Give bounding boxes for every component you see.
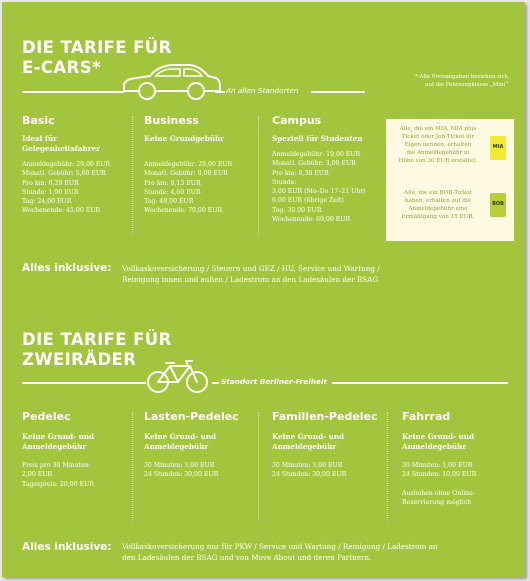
bikes-line-right — [332, 382, 508, 384]
ecars-line-mid — [215, 91, 225, 93]
column-divider — [132, 412, 133, 522]
column-title: Lasten-Pedelec — [144, 410, 239, 423]
bikes-line-mid — [212, 382, 219, 384]
column-prices: Anmeldegebühr: 29,00 EUR Monatl. Gebühr: 0,00 EUR Pro km: 0,13 EUR Stunde: 4,60 EUR Tag: 49,00 EUR Wochenende: 79,00 EUR — [144, 161, 233, 215]
tariff-column-campus — [272, 114, 382, 224]
column-divider — [258, 116, 259, 236]
column-title: Fahrrad — [402, 410, 451, 423]
ticket-discount-box — [386, 119, 514, 241]
column-title: Basic — [22, 114, 55, 127]
column-title: Familien-Pedelec — [272, 410, 378, 423]
column-prices: Preis pro 30 Minuten: 2,00 EUR Tagespreis: 20,00 EUR — [22, 462, 94, 488]
tariff-column-business — [144, 114, 254, 216]
column-title: Pedelec — [22, 410, 71, 423]
tariff-panel — [2, 2, 525, 577]
tariff-column-fahrrad — [402, 410, 512, 507]
column-divider — [132, 116, 133, 236]
column-subtitle: Keine Grund- und Anmeldegebühr — [272, 432, 345, 451]
column-prices: 30 Minuten: 1,00 EUR 24 Stunden: 10,00 EUR Ausleihen ohne Online- Reservierung möglich — [402, 462, 477, 507]
bikes-alles-inklusive-text: Vollkaskoversicherung nur für PKW / Service und Wartung / Reinigung / Ladestrom an den Ladesäulen der BSAG und von Move About und deren Partnern. — [122, 542, 438, 562]
column-prices: 30 Minuten: 3,00 EUR 24 Stunden: 30,00 EUR — [272, 462, 347, 479]
ecars-footnote: * Alle Preisangaben beziehen sich auf die Fahrzeugklasse „Mini“ — [415, 74, 508, 88]
ecars-alles-inklusive-label: Alles inklusive: — [22, 262, 112, 274]
column-prices: Anmeldegebühr: 29,00 EUR Monatl. Gebühr: 5,00 EUR Pro km: 0,29 EUR Stunde: 1,90 EUR Tag: 24,00 EUR Wochenende: 45,00 EUR — [22, 161, 111, 215]
column-subtitle: Ideal für Gelegenheitsfahrer — [22, 134, 100, 153]
tariff-column-familien-pedelec — [272, 410, 384, 480]
tariff-column-pedelec — [22, 410, 130, 489]
ecars-alles-inklusive-text: Vollkaskoversicherung / Steuern und GEZ / HU, Service und Wartung / Reinigung innen und außen / Ladestrom an den Ladesäulen der BSAG — [122, 264, 380, 284]
tariff-column-basic — [22, 114, 130, 216]
tariff-column-lasten-pedelec — [144, 410, 254, 480]
hint-paragraph-bob: Alle, die ein BOB-Ticket haben, erhalten auf die Anmeldegebühr eine Ermäßigung von 15 EUR. — [401, 190, 475, 221]
column-subtitle: Speziell für Studenten — [272, 134, 363, 143]
bob-ticket-card: BOB — [490, 193, 506, 217]
column-divider — [387, 412, 388, 522]
column-divider — [258, 412, 259, 522]
column-prices: 30 Minuten: 3,00 EUR 24 Stunden: 30,00 EUR — [144, 462, 219, 479]
ecars-title-line1: DIE TARIFE FÜR — [22, 38, 172, 57]
bikes-title-line1: DIE TARIFE FÜR — [22, 330, 172, 349]
column-subtitle: Keine Grund- und Anmeldegebühr — [144, 432, 217, 451]
column-title: Campus — [272, 114, 322, 127]
column-title: Business — [144, 114, 199, 127]
bikes-alles-inklusive-label: Alles inklusive: — [22, 541, 112, 553]
bikes-line-left — [22, 382, 146, 384]
hint-paragraph-mia: Alle, die ein MIA, MIA plus Ticket oder Job-Ticket ihr Eigen nennen, erhalten die Anmeldegebühr in Höhe von 30 EUR erstattet. — [398, 126, 478, 165]
bikes-location: Standort Berliner-Freiheit — [221, 377, 327, 386]
column-prices: Anmeldegebühr: 19,00 EUR Monatl. Gebühr: 3,00 EUR Pro km: 0,30 EUR Stunde: 3,00 EUR (Mo–Do 17–21 Uhr) 6,00 EUR (übrige Zeit) Tag: 39,00 EUR Wochenende: 69,00 EUR — [272, 151, 366, 224]
ecars-line-left — [22, 91, 124, 93]
column-subtitle: Keine Grund- und Anmeldegebühr — [22, 432, 95, 451]
ecars-line-right — [311, 91, 365, 93]
bikes-title-line2: ZWEIRÄDER — [22, 350, 137, 369]
bicycle-icon — [146, 360, 210, 396]
mia-ticket-card: MIA — [490, 136, 506, 160]
ecars-title-line2: E-CARS* — [22, 58, 102, 77]
car-icon — [120, 60, 224, 102]
column-subtitle: Keine Grundgebühr — [144, 134, 224, 143]
column-subtitle: Keine Grund- und Anmeldegebühr — [402, 432, 475, 451]
ecars-location: An allen Standorten — [226, 86, 299, 95]
